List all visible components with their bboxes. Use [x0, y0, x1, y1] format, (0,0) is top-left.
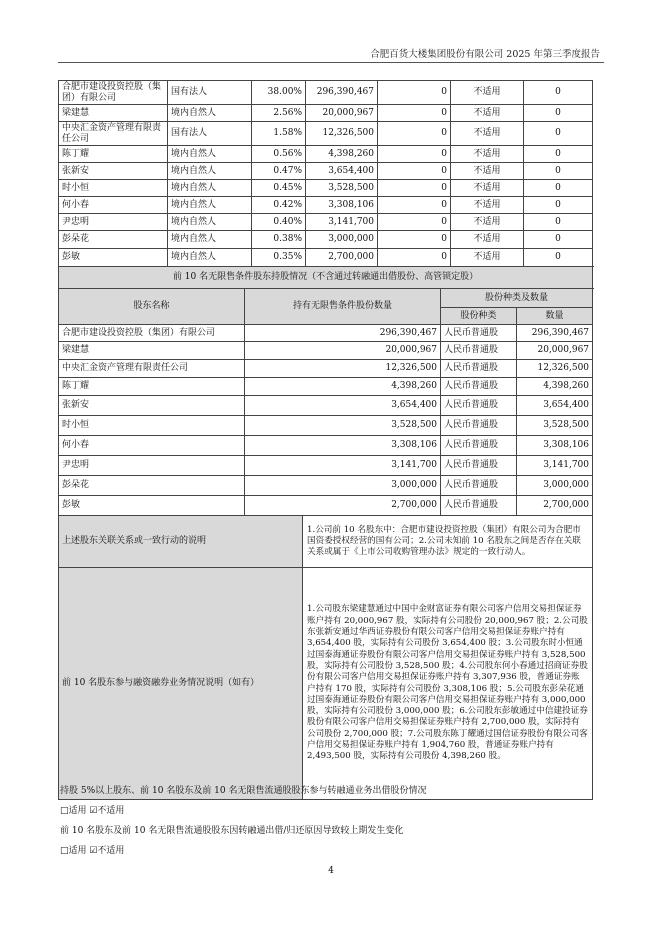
restricted-shares: 0	[378, 163, 451, 180]
margin-label: 前 10 名股东参与融资融券业务情况说明（如有）	[59, 568, 303, 800]
holding-percent: 2.56%	[252, 105, 306, 122]
shareholder-name: 合肥市建设投资控股（集团）有限公司	[59, 81, 168, 105]
unrestricted-shareholders-table	[58, 266, 593, 289]
margin-text: 1.公司股东梁建慧通过中国中金财富证券有限公司客户信用交易担保证券账户持有 20,000,967 股，实际持有公司股份 20,000,967 股；2.公司股东张新安通过华西证券股份有限公司客户信用交易担保证券账户持有 3,654,400 股，实际持有公司股份 3,654,400 股；3.公司股东时小恒通过国泰海通证券股份有限公司客户信用交易担保证券账户持有 3,528,500 股，实际持有公司股份 3,528,500 股；4.公司股东何小春通过招商证券股份有限公司客户信用交易担保证券账户持有 3,307,936 股，普通证券账户持有 170 股，实际持有公司股份 3,308,106 股；5.公司股东彭朵花通过国泰海通证券股份有限公司客户信用交易担保证券账户持有 3,000,000 股，实际持有公司股份 3,000,000 股；6.公司股东彭敏通过中信建投证券股份有限公司客户信用交易担保证券账户持有 2,700,000 股，实际持有公司股份 2,700,000 股；7.公司股东陈丁耀通过国信证券股份有限公司客户信用交易担保证券账户持有 1,904,760 股，普通证券账户持有 2,493,500 股，实际持有公司股份 4,398,260 股。	[303, 568, 593, 800]
unrestricted-quantity: 296,390,467	[245, 325, 441, 342]
pledge-quantity: 0	[524, 105, 593, 122]
shareholder-name: 梁建慧	[59, 105, 168, 122]
pledge-status: 不适用	[451, 122, 524, 146]
holding-percent: 0.35%	[252, 249, 306, 267]
holding-shares: 20,000,967	[306, 105, 378, 122]
pledge-status: 不适用	[451, 180, 524, 197]
share-class: 人民币普通股	[441, 416, 517, 436]
table-row	[59, 249, 593, 267]
notes-table	[58, 515, 593, 800]
shareholder-name: 张新安	[59, 163, 168, 180]
unrestricted-quantity: 4,398,260	[245, 378, 441, 396]
pledge-status: 不适用	[451, 197, 524, 214]
table-row	[59, 214, 593, 231]
report-header: 合肥百货大楼集团股份有限公司 2025 年第三季度报告	[370, 49, 600, 60]
unrestricted-quantity: 3,654,400	[245, 396, 441, 416]
table-row	[59, 342, 593, 360]
restricted-shares: 0	[378, 105, 451, 122]
shareholder-name: 合肥市建设投资控股（集团）有限公司	[59, 325, 245, 342]
shareholder-name: 中央汇金资产管理有限责任公司	[59, 122, 168, 146]
share-class: 人民币普通股	[441, 396, 517, 416]
table-row	[59, 396, 593, 416]
shareholder-name: 何小春	[59, 436, 245, 456]
table-row	[59, 496, 593, 516]
holding-percent: 0.47%	[252, 163, 306, 180]
footer-line-1: 持股 5%以上股东、前 10 名股东及前 10 名无限售流通股股东参与转融通业务出借股份情况	[60, 786, 427, 796]
table-row	[59, 146, 593, 163]
shareholder-type: 境内自然人	[168, 163, 252, 180]
share-class: 人民币普通股	[441, 476, 517, 496]
table-row	[59, 122, 593, 146]
shareholder-name: 彭敏	[59, 249, 168, 267]
pledge-quantity: 0	[524, 81, 593, 105]
shareholder-name: 中央汇金资产管理有限责任公司	[59, 360, 245, 378]
shareholder-name: 时小恒	[59, 416, 245, 436]
shareholder-name: 陈丁耀	[59, 146, 168, 163]
shareholder-type: 国有法人	[168, 122, 252, 146]
shareholder-name: 张新安	[59, 396, 245, 416]
shareholder-name: 何小春	[59, 197, 168, 214]
pledge-quantity: 0	[524, 163, 593, 180]
footer-line-2: 前 10 名股东及前 10 名无限售流通股股东因转融通出借/归还原因导致较上期发生变化	[60, 826, 404, 836]
col-header-class: 股份种类	[441, 308, 517, 325]
shareholder-type: 国有法人	[168, 81, 252, 105]
holding-shares: 296,390,467	[306, 81, 378, 105]
share-count: 2,700,000	[517, 496, 593, 516]
table-row	[59, 325, 593, 342]
shareholder-type: 境内自然人	[168, 214, 252, 231]
unrestricted-quantity: 20,000,967	[245, 342, 441, 360]
pledge-quantity: 0	[524, 197, 593, 214]
unrestricted-quantity: 3,141,700	[245, 456, 441, 476]
share-class: 人民币普通股	[441, 342, 517, 360]
holding-percent: 0.45%	[252, 180, 306, 197]
pledge-quantity: 0	[524, 231, 593, 249]
restricted-shares: 0	[378, 214, 451, 231]
share-class: 人民币普通股	[441, 436, 517, 456]
header-divider	[58, 62, 604, 63]
table-row	[59, 360, 593, 378]
restricted-shares: 0	[378, 231, 451, 249]
share-count: 3,000,000	[517, 476, 593, 496]
shareholder-name: 尹忠明	[59, 214, 168, 231]
share-class: 人民币普通股	[441, 378, 517, 396]
restricted-shares: 0	[378, 146, 451, 163]
holding-shares: 3,308,106	[306, 197, 378, 214]
share-class: 人民币普通股	[441, 456, 517, 476]
table-row	[59, 197, 593, 214]
pledge-status: 不适用	[451, 163, 524, 180]
holding-shares: 2,700,000	[306, 249, 378, 267]
holding-percent: 0.38%	[252, 231, 306, 249]
unrestricted-quantity: 2,700,000	[245, 496, 441, 516]
relation-text: 1.公司前 10 名股东中：合肥市建设投资控股（集团）有限公司为合肥市国资委授权经营的国有公司；2.公司未知前 10 名股东之间是否存在关联关系或属于《上市公司收购管理办法》规定的一致行动人。	[303, 516, 593, 568]
share-count: 3,141,700	[517, 456, 593, 476]
shareholder-type: 境内自然人	[168, 249, 252, 267]
shareholder-name: 彭敏	[59, 496, 245, 516]
holding-percent: 0.40%	[252, 214, 306, 231]
shareholder-type: 境内自然人	[168, 231, 252, 249]
share-count: 4,398,260	[517, 378, 593, 396]
share-count: 3,528,500	[517, 416, 593, 436]
restricted-shares: 0	[378, 197, 451, 214]
holding-shares: 3,528,500	[306, 180, 378, 197]
table-row	[59, 231, 593, 249]
holding-percent: 0.42%	[252, 197, 306, 214]
unrestricted-detail-table	[58, 288, 593, 516]
relation-label: 上述股东关联关系或一致行动的说明	[59, 516, 303, 568]
holding-shares: 12,326,500	[306, 122, 378, 146]
share-count: 3,654,400	[517, 396, 593, 416]
unrestricted-title: 前 10 名无限售条件股东持股情况（不含通过转融通出借股份、高管锁定股）	[59, 267, 593, 289]
col-header-count: 数量	[517, 308, 593, 325]
restricted-shares: 0	[378, 249, 451, 267]
holding-shares: 3,654,400	[306, 163, 378, 180]
share-count: 3,308,106	[517, 436, 593, 456]
holding-percent: 1.58%	[252, 122, 306, 146]
pledge-quantity: 0	[524, 122, 593, 146]
shareholder-name: 彭朵花	[59, 476, 245, 496]
table-row	[59, 163, 593, 180]
holding-percent: 38.00%	[252, 81, 306, 105]
table-row	[59, 436, 593, 456]
shareholder-name: 时小恒	[59, 180, 168, 197]
shareholder-name: 尹忠明	[59, 456, 245, 476]
table-row	[59, 378, 593, 396]
share-class: 人民币普通股	[441, 325, 517, 342]
shareholder-name: 陈丁耀	[59, 378, 245, 396]
shareholder-name: 梁建慧	[59, 342, 245, 360]
table-row	[59, 416, 593, 436]
unrestricted-quantity: 3,528,500	[245, 416, 441, 436]
restricted-shares: 0	[378, 81, 451, 105]
footer-line-2-options: □适用 ☑不适用	[60, 846, 125, 856]
col-header-class-group: 股份种类及数量	[441, 289, 593, 308]
top10-shareholders-table	[58, 80, 593, 267]
pledge-quantity: 0	[524, 180, 593, 197]
shareholder-type: 境内自然人	[168, 180, 252, 197]
shareholder-type: 境内自然人	[168, 146, 252, 163]
pledge-status: 不适用	[451, 231, 524, 249]
pledge-status: 不适用	[451, 146, 524, 163]
table-row	[59, 180, 593, 197]
page-number: 4	[328, 866, 334, 876]
col-header-name: 股东名称	[59, 289, 245, 325]
restricted-shares: 0	[378, 180, 451, 197]
pledge-status: 不适用	[451, 214, 524, 231]
pledge-status: 不适用	[451, 81, 524, 105]
unrestricted-quantity: 3,000,000	[245, 476, 441, 496]
col-header-qty: 持有无限售条件股份数量	[245, 289, 441, 325]
share-count: 20,000,967	[517, 342, 593, 360]
table-row	[59, 456, 593, 476]
shareholder-type: 境内自然人	[168, 197, 252, 214]
pledge-status: 不适用	[451, 249, 524, 267]
unrestricted-quantity: 3,308,106	[245, 436, 441, 456]
holding-shares: 3,141,700	[306, 214, 378, 231]
unrestricted-quantity: 12,326,500	[245, 360, 441, 378]
shareholder-type: 境内自然人	[168, 105, 252, 122]
footer-line-1-options: □适用 ☑不适用	[60, 806, 125, 816]
pledge-quantity: 0	[524, 146, 593, 163]
share-count: 296,390,467	[517, 325, 593, 342]
pledge-quantity: 0	[524, 214, 593, 231]
table-row	[59, 105, 593, 122]
restricted-shares: 0	[378, 122, 451, 146]
holding-shares: 3,000,000	[306, 231, 378, 249]
holding-percent: 0.56%	[252, 146, 306, 163]
holding-shares: 4,398,260	[306, 146, 378, 163]
share-class: 人民币普通股	[441, 360, 517, 378]
pledge-quantity: 0	[524, 249, 593, 267]
table-row	[59, 476, 593, 496]
table-row	[59, 81, 593, 105]
share-class: 人民币普通股	[441, 496, 517, 516]
shareholder-name: 彭朵花	[59, 231, 168, 249]
pledge-status: 不适用	[451, 105, 524, 122]
share-count: 12,326,500	[517, 360, 593, 378]
